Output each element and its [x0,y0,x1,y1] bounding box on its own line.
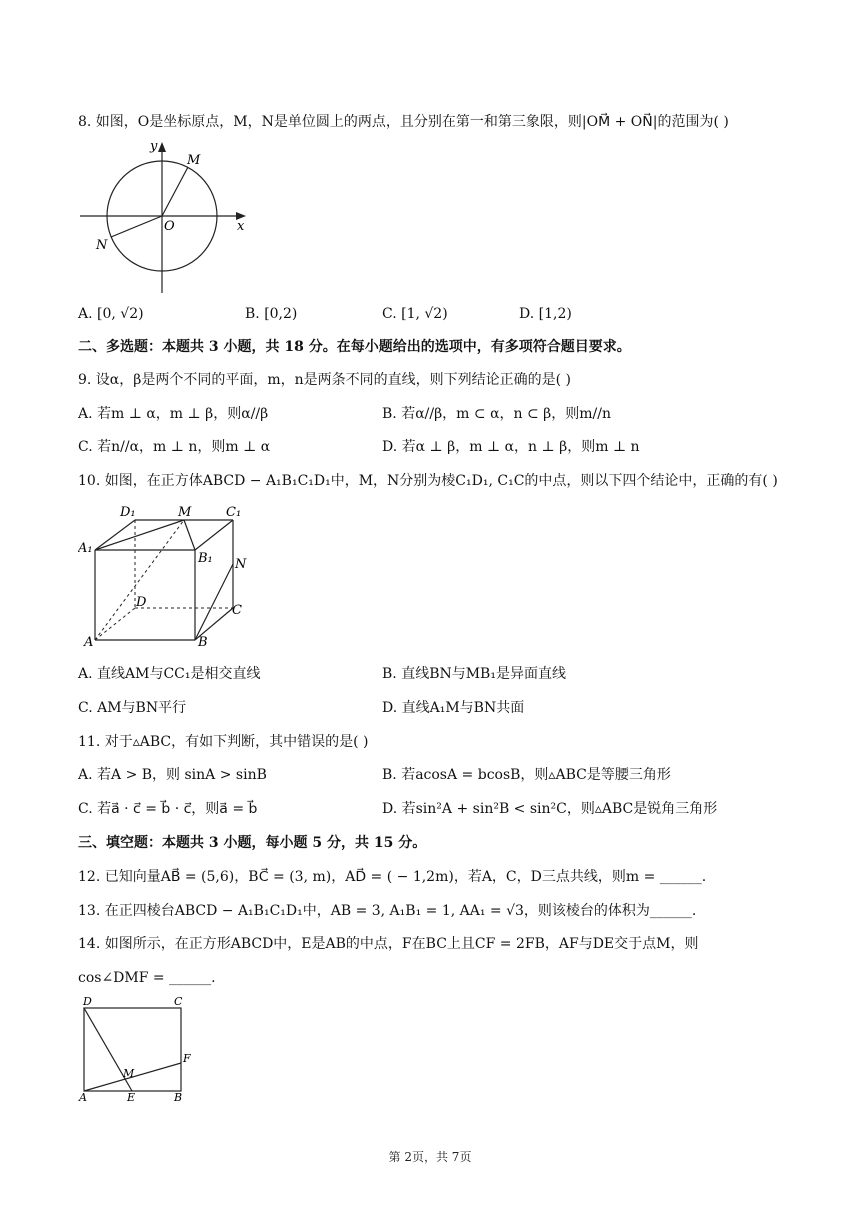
label-m: M [187,153,201,168]
label-b: B [174,1091,183,1104]
segment-a1m [95,520,184,550]
q8-option-d: D. [1,2) [519,306,572,322]
edge-a1d1 [95,520,135,550]
label-c: C [232,603,242,618]
q8-unit-circle-figure [78,138,253,298]
q9-option-c: C. 若n//α，m ⊥ n，则m ⊥ α [78,439,271,455]
q14-stem-line1: 14. 如图所示，在正方形ABCD中，E是AB的中点，F在BC上且CF = 2FB，AF与DE交于点M，则 [78,936,699,952]
q10-option-d: D. 直线A₁M与BN共面 [382,700,525,716]
q10-option-b: B. 直线BN与MB₁是异面直线 [382,666,566,682]
label-b: B [198,635,208,650]
q8-option-a: A. [0, √2) [78,306,144,322]
section-2-heading: 二、多选题：本题共 3 小题，共 18 分。在每小题给出的选项中，有多项符合题目要求。 [78,339,631,355]
label-a: A [79,1091,87,1104]
label-b1: B₁ [198,551,213,566]
q11-option-c: C. 若a⃗ · c⃗ = b⃗ · c⃗，则a⃗ = b⃗ [78,801,258,817]
q10-stem: 10. 如图，在正方体ABCD − A₁B₁C₁D₁中，M，N分别为棱C₁D₁, C₁C的中点，则以下四个结论中，正确的有( ) [78,473,778,489]
label-d: D [83,995,92,1008]
label-n: N [96,238,108,253]
q11-option-d: D. 若sin²A + sin²B < sin²C，则▵ABC是锐角三角形 [382,801,718,817]
label-c1: C₁ [226,505,242,520]
segment-on [111,216,162,237]
y-axis-arrow [158,142,166,152]
label-e: E [127,1091,136,1104]
label-c: C [174,995,183,1008]
q8-stem: 8. 如图，O是坐标原点，M，N是单位圆上的两点，且分别在第一和第三象限，则|OM⃗ + ON⃗|的范围为( ) [78,114,729,130]
q8-option-b: B. [0,2) [245,306,298,322]
q13-stem: 13. 在正四棱台ABCD − A₁B₁C₁D₁中，AB = 3, A₁B₁ = 1, AA₁ = √3，则该棱台的体积为______. [78,903,697,919]
label-d: D [136,595,147,610]
edge-ad [95,608,135,640]
q10-option-c: C. AM与BN平行 [78,700,187,716]
q8-option-c: C. [1, √2) [382,306,448,322]
segment-bn [195,564,233,640]
label-a: A [84,635,94,650]
q11-option-a: A. 若A > B，则 sinA > sinB [78,767,267,783]
segment-am [95,520,184,640]
q12-stem: 12. 已知向量AB⃗ = (5,6)，BC⃗ = (3, m)，AD⃗ = ( − 1,2m)，若A，C，D三点共线，则m = ______. [78,869,707,885]
q11-option-b: B. 若acosA = bcosB，则▵ABC是等腰三角形 [382,767,671,783]
segment-mb1 [184,520,195,550]
q10-option-a: A. 直线AM与CC₁是相交直线 [78,666,261,682]
label-a1: A₁ [78,541,93,556]
q9-option-a: A. 若m ⊥ α，m ⊥ β，则α//β [78,406,269,422]
q9-stem: 9. 设α，β是两个不同的平面，m，n是两条不同的直线，则下列结论正确的是( ) [78,372,572,388]
q9-option-d: D. 若α ⊥ β，m ⊥ α，n ⊥ β，则m ⊥ n [382,439,640,455]
segment-om [162,167,188,216]
section-3-heading: 三、填空题：本题共 3 小题，每小题 5 分，共 15 分。 [78,835,427,851]
q9-option-b: B. 若α//β，m ⊂ α，n ⊂ β，则m//n [382,406,611,422]
label-o: O [164,219,175,234]
q11-stem: 11. 对于▵ABC，有如下判断，其中错误的是( ) [78,734,369,750]
label-m: M [178,505,192,520]
label-d1: D₁ [120,505,136,520]
edge-b1c1 [195,520,233,550]
label-n: N [235,557,247,572]
label-m: M [123,1067,135,1080]
q14-square-figure [78,994,208,1104]
page-footer: 第 2页，共 7页 [388,1150,472,1164]
q10-cube-figure [78,500,258,652]
label-f: F [183,1052,191,1065]
q14-stem-line2: cos∠DMF = ______. [78,970,216,986]
label-y: y [150,139,158,154]
label-x: x [237,219,245,234]
